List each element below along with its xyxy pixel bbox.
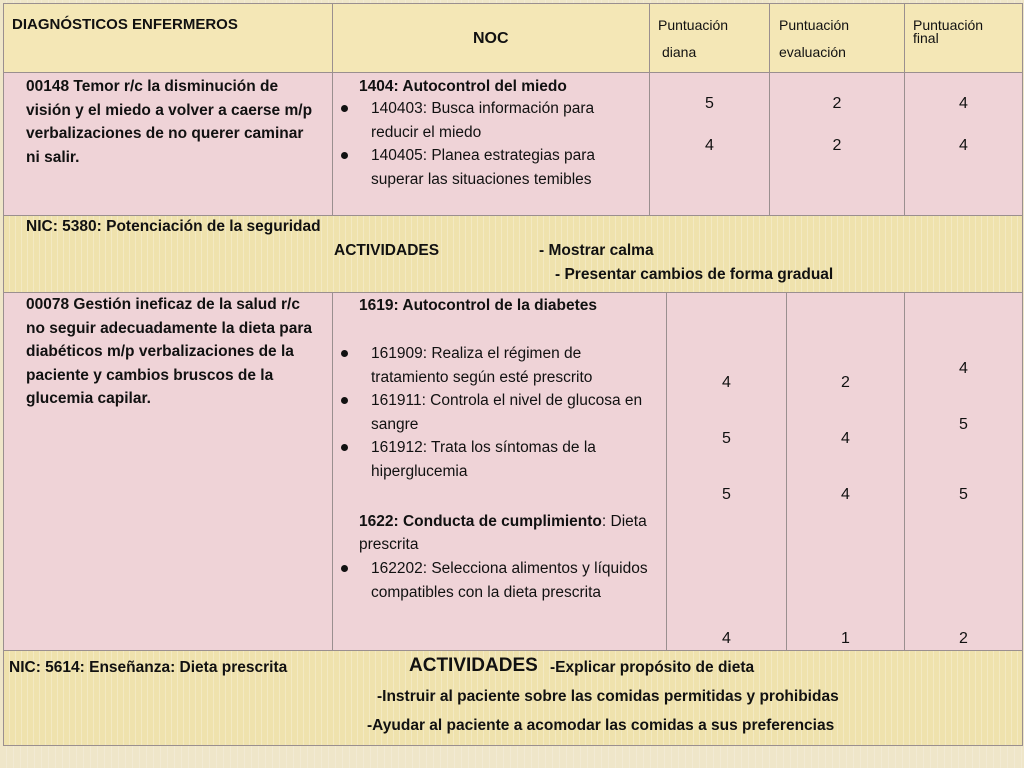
row1-evaluacion-cell [769,72,905,216]
row2-final-value: 4 [959,360,968,377]
nic1-activity: - Mostrar calma [539,242,654,259]
row1-diagnosis-text: 00148 Temor r/c la disminución de visión y el miedo a volver a caerse m/p verbalizaciones de no querer caminar ni salir. [26,78,313,166]
header-diagnosticos [3,3,333,73]
row2-noc1-item: 161911: Controla el nivel de glucosa en sangre [333,389,663,436]
header-diana [649,3,770,73]
row1-noc-list [333,97,633,191]
row2-diana-cell [666,292,787,651]
row2-final-value: 5 [959,486,968,503]
header-noc [332,3,650,73]
row2-diana-value: 5 [722,430,731,447]
row2-final-value: 5 [959,416,968,433]
row2-noc2-item: 162202: Selecciona alimentos y líquidos compatibles con la dieta prescrita [333,557,663,604]
row2-noc1-item: 161909: Realiza el régimen de tratamiento según esté prescrito [333,342,663,389]
header-final [904,3,1023,73]
header-final-line2: final [913,30,939,46]
row2-diagnosis-text: 00078 Gestión ineficaz de la salud r/c no seguir adecuadamente la dieta para diabéticos m/p verbalizaciones de la paciente y cambios bruscos de la glucemia capilar. [26,296,312,407]
nic2-activities-label: ACTIVIDADES [409,655,538,676]
row2-noc2-title-bold: 1622: Conducta de cumplimiento [359,513,602,530]
nic2-activity: -Instruir al paciente sobre las comidas permitidas y prohibidas [377,688,839,705]
row2-noc-cell [332,292,667,651]
nic2-activity: -Explicar propósito de dieta [550,659,755,676]
row1-final-cell [904,72,1023,216]
row2-evaluacion-value: 1 [841,630,850,647]
row1-diagnosis-cell [3,72,333,216]
nic1-band [3,215,1023,293]
row1-final-value: 4 [959,95,968,112]
header-diagnosticos-label: DIAGNÓSTICOS ENFERMEROS [12,16,238,33]
row1-final-value: 4 [959,137,968,154]
nic2-activity: -Ayudar al paciente a acomodar las comidas a sus preferencias [367,717,835,734]
row1-noc-cell [332,72,650,216]
row2-evaluacion-value: 4 [841,486,850,503]
row1-diana-cell [649,72,770,216]
row2-diana-value: 4 [722,630,731,647]
row2-noc1-item: 161912: Trata los síntomas de la hiperglucemia [333,436,663,483]
row2-noc1-title: 1619: Autocontrol de la diabetes [359,297,598,314]
row1-evaluacion-value: 2 [832,95,842,112]
header-evaluacion-line1: Puntuación [779,17,850,33]
header-diana-line2: diana [662,44,697,60]
row1-diana-value: 4 [705,137,714,154]
row1-noc-title: 1404: Autocontrol del miedo [359,78,567,95]
header-evaluacion [769,3,905,73]
row1-evaluacion-value: 2 [832,137,842,154]
row2-evaluacion-value: 2 [841,374,850,391]
row2-noc2-title-rest: : Dieta prescrita [359,513,647,553]
nic1-label: NIC: 5380: Potenciación de la seguridad [26,218,321,235]
row2-noc2-title [359,510,659,556]
row2-noc1-list [333,342,663,483]
header-noc-label: NOC [473,30,509,47]
row2-diana-value: 5 [722,486,731,503]
row1-diana-value: 5 [705,95,714,112]
nic2-band [3,650,1023,746]
row2-final-value: 2 [959,630,968,647]
row1-noc-item: 140403: Busca información para reducir el miedo [333,97,633,144]
row2-evaluacion-value: 4 [841,430,850,447]
header-final-line1: Puntuación [913,17,984,33]
header-diana-line1: Puntuación [658,17,729,33]
row2-noc2-list [333,557,663,604]
nic2-label: NIC: 5614: Enseñanza: Dieta prescrita [9,659,288,676]
row2-final-cell [904,292,1023,651]
nic1-activity: - Presentar cambios de forma gradual [555,266,834,283]
row2-evaluacion-cell [786,292,905,651]
row1-noc-item: 140405: Planea estrategias para superar las situaciones temibles [333,144,633,191]
nic1-activities-label: ACTIVIDADES [334,242,440,259]
row2-diagnosis-cell [3,292,333,651]
header-evaluacion-line2: evaluación [779,44,846,60]
row2-diana-value: 4 [722,374,731,391]
